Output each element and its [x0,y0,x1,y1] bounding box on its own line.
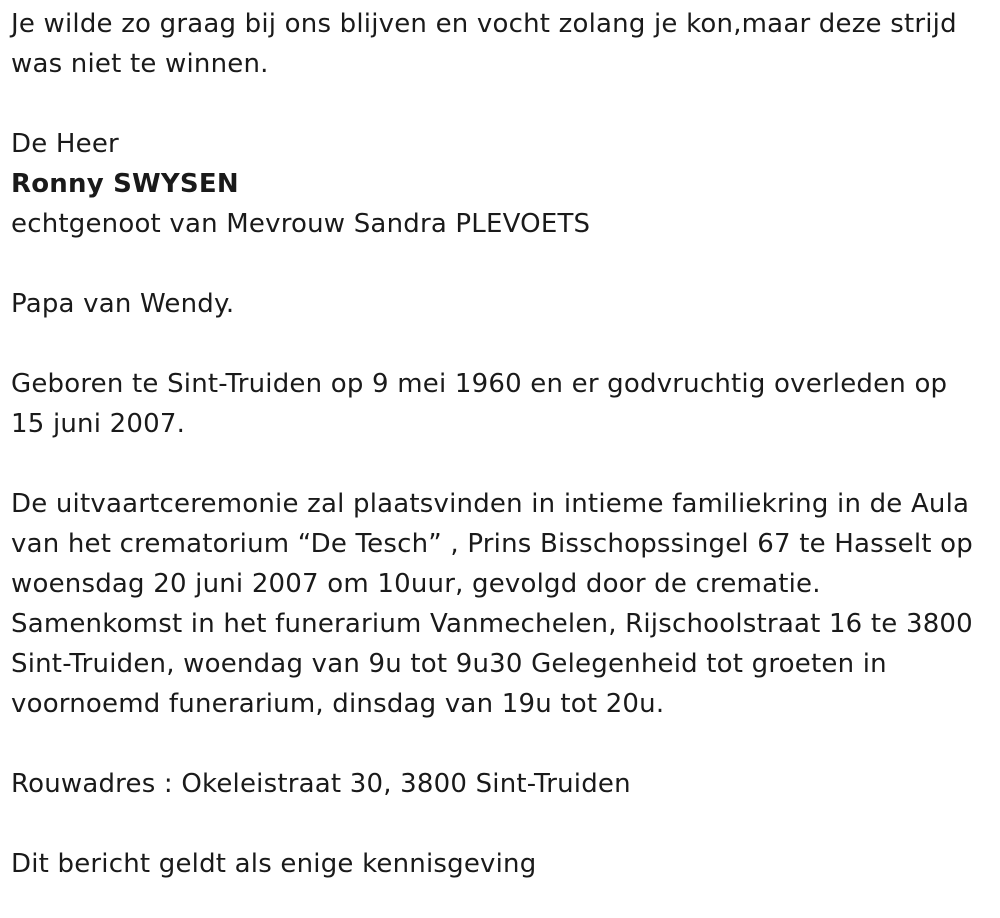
address-text: Rouwadres : Okeleistraat 30, 3800 Sint-Truiden [11,769,631,799]
deceased-name-text: Ronny SWYSEN [11,169,239,199]
birth-death-line: Geboren te Sint-Truiden op 9 mei 1960 en er godvruchtig overleden op [11,369,948,399]
ceremony-paragraph [11,484,991,724]
ceremony-line: Samenkomst in het funerarium Vanmechelen, Rijschoolstraat 16 te 3800 [11,609,973,639]
spacer [11,444,991,484]
ceremony-line: voornoemd funerarium, dinsdag van 19u tot 20u. [11,689,665,719]
spacer [11,804,991,844]
intro-line: Je wilde zo graag bij ons blijven en vocht zolang je kon,maar deze strijd [11,9,957,39]
spacer [11,724,991,764]
spacer [11,84,991,124]
title-prefix-text: De Heer [11,129,119,159]
birth-death-paragraph [11,364,991,444]
notice-line [11,844,991,884]
spouse-text: echtgenoot van Mevrouw Sandra PLEVOETS [11,209,591,239]
obituary-document [11,4,991,884]
intro-paragraph [11,4,991,84]
address-line [11,764,991,804]
ceremony-line: Sint-Truiden, woendag van 9u tot 9u30 Gelegenheid tot groeten in [11,649,887,679]
ceremony-line: van het crematorium “De Tesch” , Prins Bisschopssingel 67 te Hasselt op [11,529,973,559]
child-text: Papa van Wendy. [11,289,235,319]
spacer [11,244,991,284]
spacer [11,324,991,364]
deceased-name [11,164,991,204]
spouse-line [11,204,991,244]
child-line [11,284,991,324]
notice-text: Dit bericht geldt als enige kennisgeving [11,849,537,879]
birth-death-line: 15 juni 2007. [11,409,186,439]
ceremony-line: De uitvaartceremonie zal plaatsvinden in intieme familiekring in de Aula [11,489,970,519]
ceremony-line: woensdag 20 juni 2007 om 10uur, gevolgd door de crematie. [11,569,821,599]
title-prefix [11,124,991,164]
intro-line: was niet te winnen. [11,49,269,79]
